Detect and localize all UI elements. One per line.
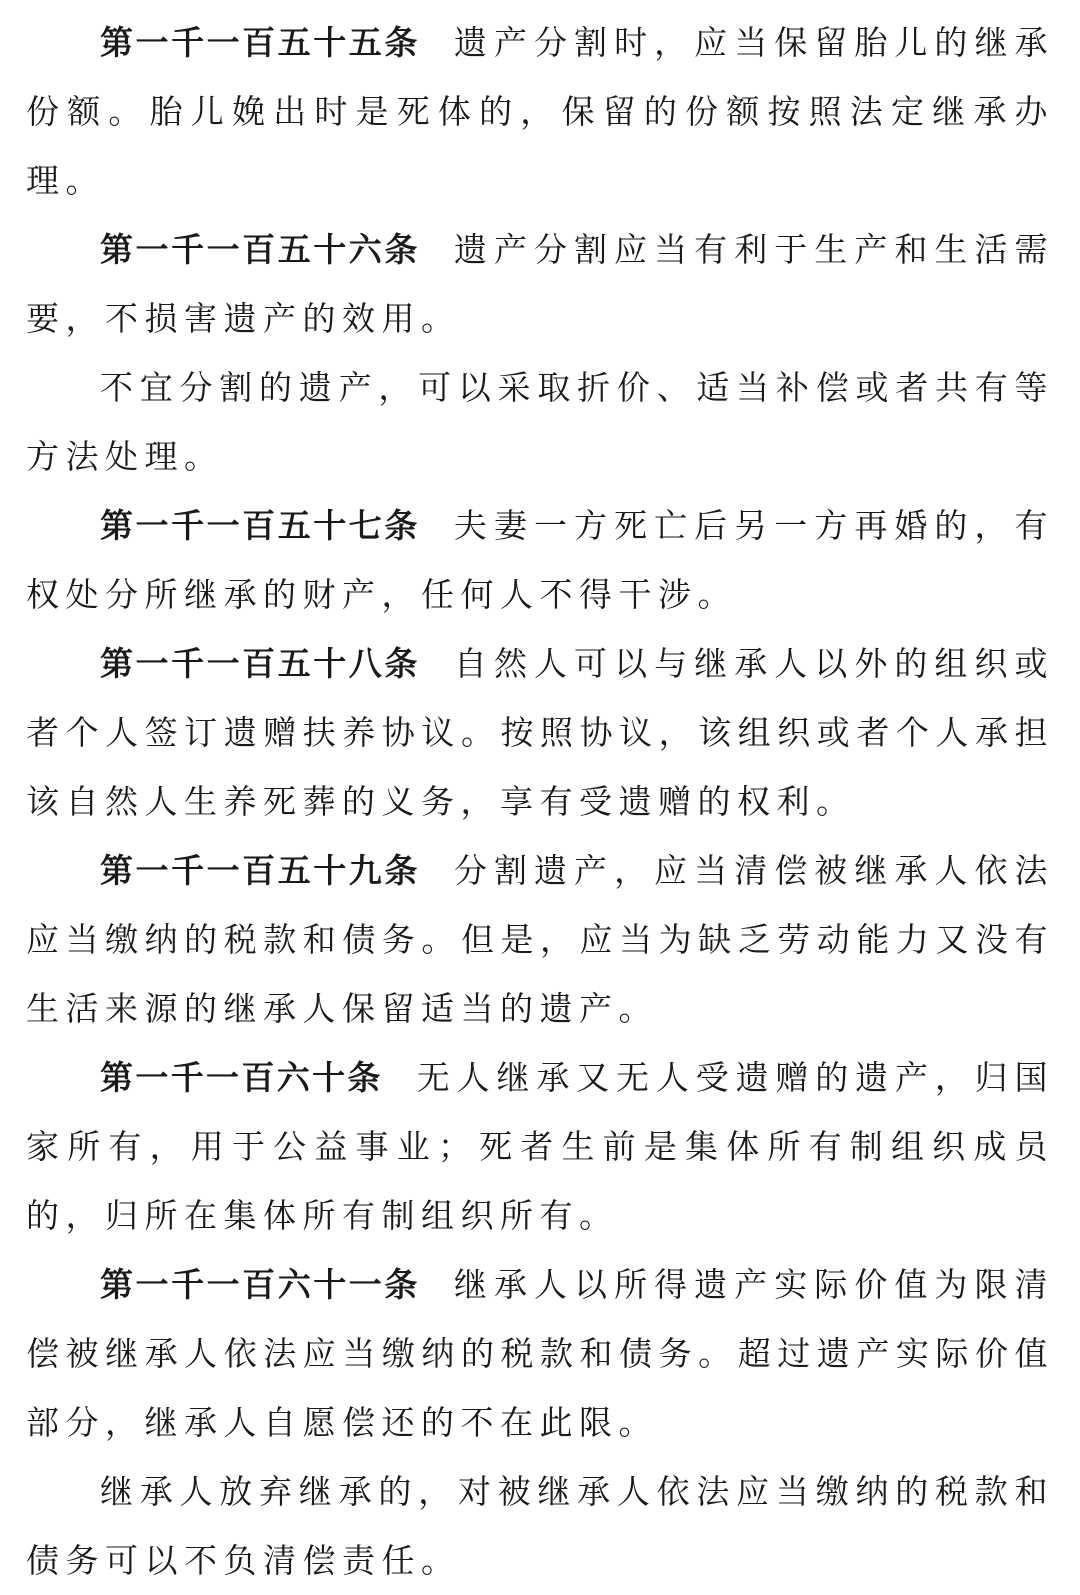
article-text: 夫妻一方死亡后另一方再婚的，有权处分所继承的财产，任何人不得干涉。 — [26, 506, 1055, 614]
article-number: 第一千一百五十七条 — [100, 506, 420, 545]
article-number: 第一千一百五十九条 — [100, 851, 420, 890]
article-text: 分割遗产，应当清偿被继承人依法应当缴纳的税款和债务。但是，应当为缺乏劳动能力又没有生活来源的继承人保留适当的遗产。 — [26, 851, 1055, 1028]
article-1159 — [26, 836, 1054, 1043]
article-1161-paragraph-2: 继承人放弃继承的，对被继承人依法应当缴纳的税款和债务可以不负清偿责任。 — [26, 1472, 1054, 1580]
article-text: 遗产分割时，应当保留胎儿的继承份额。胎儿娩出时是死体的，保留的份额按照法定继承办理。 — [26, 23, 1055, 200]
article-text: 自然人可以与继承人以外的组织或者个人签订遗赠扶养协议。按照协议，该组织或者个人承担该自然人生养死葬的义务，享有受遗赠的权利。 — [26, 644, 1055, 821]
article-1160 — [26, 1043, 1054, 1250]
article-1156-paragraph-2: 不宜分割的遗产，可以采取折价、适当补偿或者共有等方法处理。 — [26, 368, 1054, 476]
article-1157 — [26, 491, 1054, 629]
article-number: 第一千一百五十六条 — [100, 230, 420, 269]
article-1161 — [26, 1250, 1054, 1457]
article-1158 — [26, 629, 1054, 836]
article-text: 继承人以所得遗产实际价值为限清偿被继承人依法应当缴纳的税款和债务。超过遗产实际价值部分，继承人自愿偿还的不在此限。 — [26, 1265, 1055, 1442]
article-number: 第一千一百五十五条 — [100, 23, 420, 62]
article-text: 无人继承又无人受遗赠的遗产，归国家所有，用于公益事业；死者生前是集体所有制组织成员的，归所在集体所有制组织所有。 — [26, 1058, 1055, 1235]
article-number: 第一千一百六十一条 — [100, 1265, 420, 1304]
article-number: 第一千一百六十条 — [100, 1058, 383, 1097]
article-text: 遗产分割应当有利于生产和生活需要，不损害遗产的效用。 — [26, 230, 1055, 338]
article-1155 — [26, 8, 1054, 215]
document-page — [26, 8, 1054, 1595]
article-1156 — [26, 215, 1054, 353]
article-number: 第一千一百五十八条 — [100, 644, 420, 683]
